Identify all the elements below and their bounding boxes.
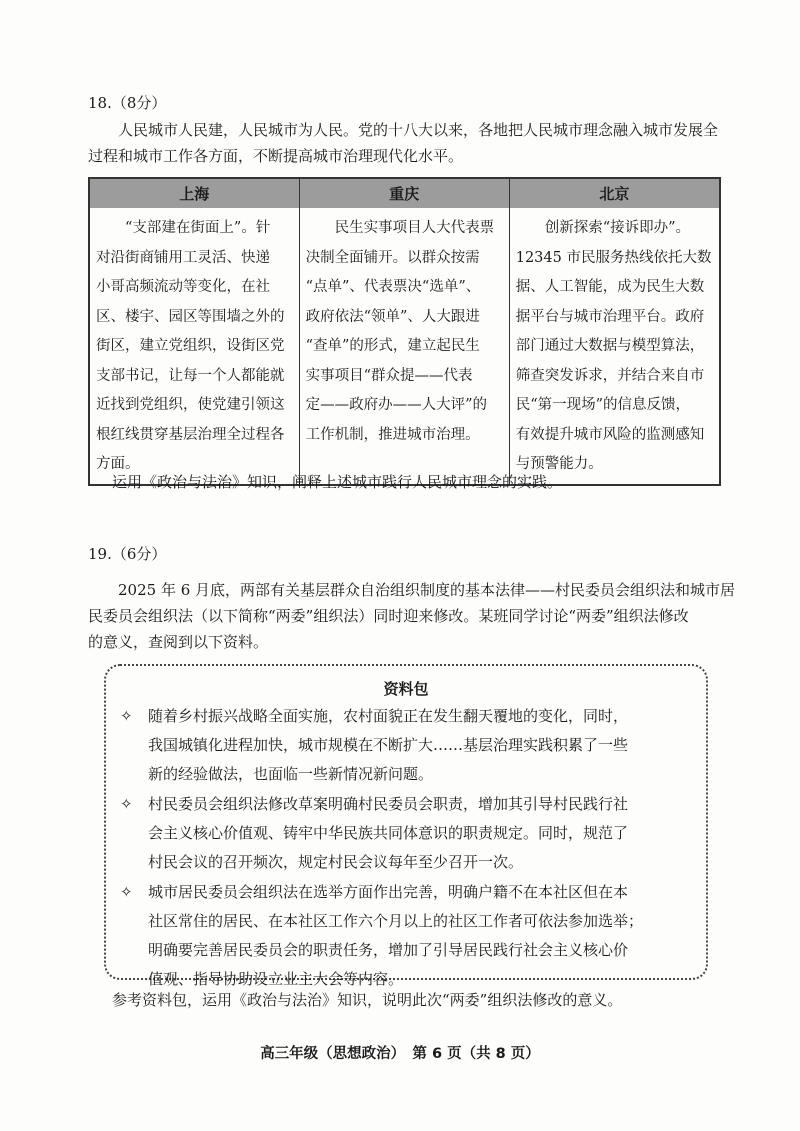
city-practice-table [88,177,721,486]
q19-question: 参考资料包，运用《政治与法治》知识，说明此次“两委”组织法修改的意义。 [112,991,623,1009]
cell-line: 与预警能力。 [515,456,603,472]
cell-line: 小哥高频流动等变化，在社 [96,279,270,295]
q18-number: 18.（8分） [88,94,167,112]
table-cell [509,208,720,485]
cell-line: 近找到党组织，使党建引领这 [96,397,285,413]
table-cell [299,208,509,485]
q18-intro [88,117,724,169]
intro-line: 人民城市人民建，人民城市为人民。党的十八大以来，各地把人民城市理念融入城市发展全 [88,121,719,139]
material-item [120,790,690,877]
cell-line: 筛查突发诉求，并结合来自市 [515,367,705,384]
cell-line: 民“第一现场”的信息反馈， [515,397,691,413]
cell-line: 12345 市民服务热线依托大数 [515,249,712,266]
table-row [89,208,720,485]
q19-number: 19.（6分） [88,545,167,563]
cell-line: 据、人工智能，成为民生大数 [515,279,705,295]
intro-line: 的意义，查阅到以下资料。 [88,633,269,651]
item-line: 村民委员会组织法修改草案明确村民委员会职责，增加其引导村民践行社 [148,795,629,813]
cell-line: “支部建在街面上”。针 [96,220,271,236]
material-item [120,878,690,994]
item-line: 社区常住的居民、在本社区工作六个月以上的社区工作者可依法参加选举； [148,912,644,930]
cell-line: 部门通过大数据与模型算法， [515,338,705,354]
item-line: 村民会议的召开频次，规定村民会议每年至少召开一次。 [148,853,524,871]
item-line: 随着乡村振兴战略全面实施，农村面貌正在发生翻天覆地的变化，同时， [148,707,629,725]
item-line: 值观、指导协助设立业主大会等内容。 [148,970,404,988]
item-line: 明确要完善居民委员会的职责任务，增加了引导居民践行社会主义核心价 [148,941,629,959]
table-cell [89,208,299,485]
cell-line: 区、楼宇、园区等围墙之外的 [96,308,285,325]
cell-line: 决制全面铺开。以群众按需 [305,249,480,266]
q18-question: 运用《政治与法治》知识，阐释上述城市践行人民城市理念的实践。 [112,473,563,491]
page-footer: 高三年级（思想政治） 第 6 页（共 8 页） [260,1046,540,1062]
cell-line: 实事项目“群众提——代表 [305,367,473,384]
cell-line: 民生实事项目人大代表票 [305,220,495,236]
cell-line: 创新探索“接诉即办”。 [515,220,691,236]
intro-line: 民委员会组织法（以下简称“两委”组织法）同时迎来修改。某班同学讨论“两委”组织法修改 [88,607,689,625]
cell-line: “查单”的形式，建立起民生 [305,338,480,354]
header-chongqing: 重庆 [299,178,509,208]
material-item [120,702,690,789]
item-line: 我国城镇化进程加快，城市规模在不断扩大……基层治理实践积累了一些 [148,736,629,754]
diamond-bullet-icon: ✧ [120,795,133,813]
cell-line: 方面。 [96,456,140,472]
material-pack-box [104,664,708,988]
cell-line: 工作机制，推进城市治理。 [305,426,480,443]
item-line: 城市居民委员会组织法在选举方面作出完善，明确户籍不在本社区但在本 [148,883,629,901]
item-line: 会主义核心价值观、铸牢中华民族共同体意识的职责规定。同时，规范了 [148,824,629,842]
diamond-bullet-icon: ✧ [120,707,133,725]
cell-line: 有效提升城市风险的监测感知 [515,426,705,443]
diamond-bullet-icon: ✧ [120,883,133,901]
cell-line: “点单”、代表票决“选单”、 [305,279,481,295]
cell-line: 街区，建立党组织，设街区党 [96,338,285,354]
intro-line: 2025 年 6 月底，两部有关基层群众自治组织制度的基本法律——村民委员会组织法和城市居 [88,581,736,599]
header-shanghai: 上海 [89,178,299,208]
header-beijing: 北京 [509,178,720,208]
cell-line: 政府依法“领单”、人大跟进 [305,308,480,325]
cell-line: 定——政府办——人大评”的 [305,397,488,413]
cell-line: 对沿街商铺用工灵活、快递 [96,249,270,266]
cell-line: 据平台与城市治理平台。政府 [515,308,705,325]
material-pack-title: 资料包 [383,680,429,698]
cell-line: 根红线贯穿基层治理全过程各 [96,426,285,443]
cell-line: 支部书记，让每一个人都能就 [96,367,285,384]
q19-intro [88,577,736,655]
intro-line: 过程和城市工作各方面，不断提高城市治理现代化水平。 [88,147,464,165]
item-line: 新的经验做法，也面临一些新情况新问题。 [148,765,434,783]
